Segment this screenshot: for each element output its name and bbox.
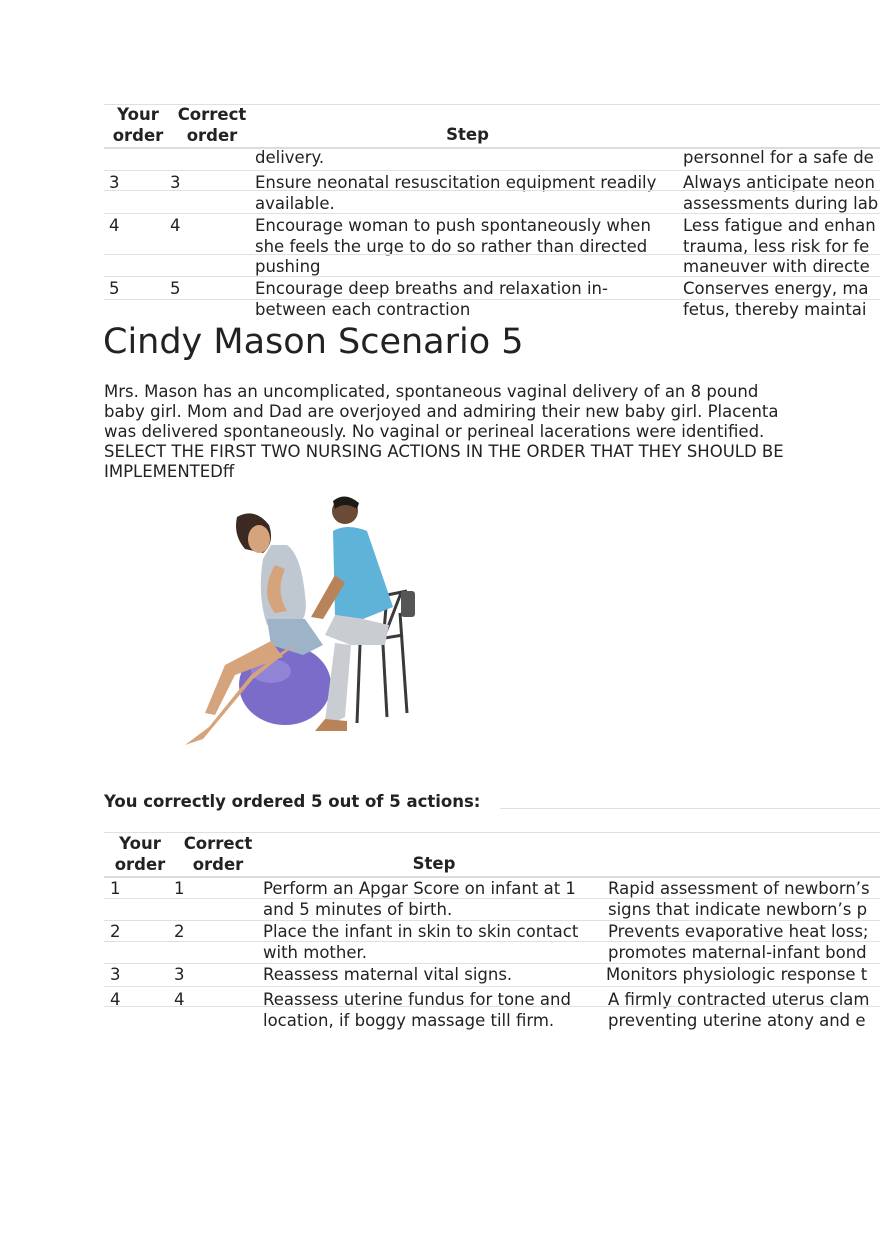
table-row-step: Perform an Apgar Score on infant at 1 and 5 minutes of birth. xyxy=(263,879,576,919)
table1-header-your-order: Your order xyxy=(112,105,164,145)
table-row-rationale: personnel for a safe de xyxy=(683,148,874,167)
table-row-correct-order: 4 xyxy=(170,216,181,235)
table-row-step: Ensure neonatal resuscitation equipment readily available. xyxy=(255,173,657,213)
table-row-rationale: A firmly contracted uterus clam preventing uterine atony and e xyxy=(608,990,870,1030)
table2-header-your-order: Your order xyxy=(114,834,166,874)
table-row-step: Encourage deep breaths and relaxation in- between each contraction xyxy=(255,279,608,319)
table2-header-step: Step xyxy=(412,854,456,873)
table-row-rationale: Prevents evaporative heat loss; promotes maternal-infant bond xyxy=(608,922,869,962)
table-row-step: delivery. xyxy=(255,148,325,167)
table-row-correct-order: 4 xyxy=(174,990,185,1009)
scenario-title: Cindy Mason Scenario 5 xyxy=(103,322,524,362)
table2-top-rule xyxy=(104,832,880,833)
table-row-rationale: Less fatigue and enhan trauma, less risk for fe maneuver with directe xyxy=(683,216,876,276)
table-row-correct-order: 1 xyxy=(174,879,185,898)
table-row-step: Encourage woman to push spontaneously when she feels the urge to do so rather than directed pushing xyxy=(255,216,651,276)
table-row-correct-order: 2 xyxy=(174,922,185,941)
table-row-step: Place the infant in skin to skin contact with mother. xyxy=(263,922,579,962)
table1-header-step: Step xyxy=(446,125,489,144)
table-row-step: Reassess uterine fundus for tone and location, if boggy massage till firm. xyxy=(263,990,571,1030)
table-row-rationale: Rapid assessment of newborn’s signs that indicate newborn’s p xyxy=(608,879,870,919)
table-row-correct-order: 5 xyxy=(170,279,181,298)
chair-back xyxy=(401,591,415,617)
table-row-rationale: Conserves energy, ma fetus, thereby maintai xyxy=(683,279,869,319)
table-row-rationale: Monitors physiologic response t xyxy=(606,965,868,984)
table-row-your-order: 5 xyxy=(109,279,120,298)
table2-header-correct-order: Correct order xyxy=(183,834,253,874)
birthing-ball-photo xyxy=(175,495,445,750)
table-row-your-order: 4 xyxy=(110,990,121,1009)
table1-header-correct-order: Correct order xyxy=(177,105,247,145)
table-row-your-order: 3 xyxy=(110,965,121,984)
table-row-your-order: 2 xyxy=(110,922,121,941)
table-row-correct-order: 3 xyxy=(174,965,185,984)
table-row-correct-order: 3 xyxy=(170,173,181,192)
table-row-your-order: 4 xyxy=(109,216,120,235)
result-summary: You correctly ordered 5 out of 5 actions: xyxy=(104,792,481,811)
table-row-rationale: Always anticipate neon assessments during lab xyxy=(683,173,879,213)
table-row-your-order: 3 xyxy=(109,173,120,192)
table-row-your-order: 1 xyxy=(110,879,121,898)
table2-header-rule xyxy=(104,876,880,878)
scenario-description: Mrs. Mason has an uncomplicated, spontaneous vaginal delivery of an 8 pound baby girl. Mom and Dad are overjoyed and admiring their new baby girl. Placenta was delivered spontaneously. No vaginal or perineal lacerations were identified. SELECT THE FIRST TWO NURSING ACTIONS IN THE ORDER THAT THEY SHOULD BE IMPLEMENTEDff xyxy=(104,382,784,481)
table-row-step: Reassess maternal vital signs. xyxy=(263,965,513,984)
